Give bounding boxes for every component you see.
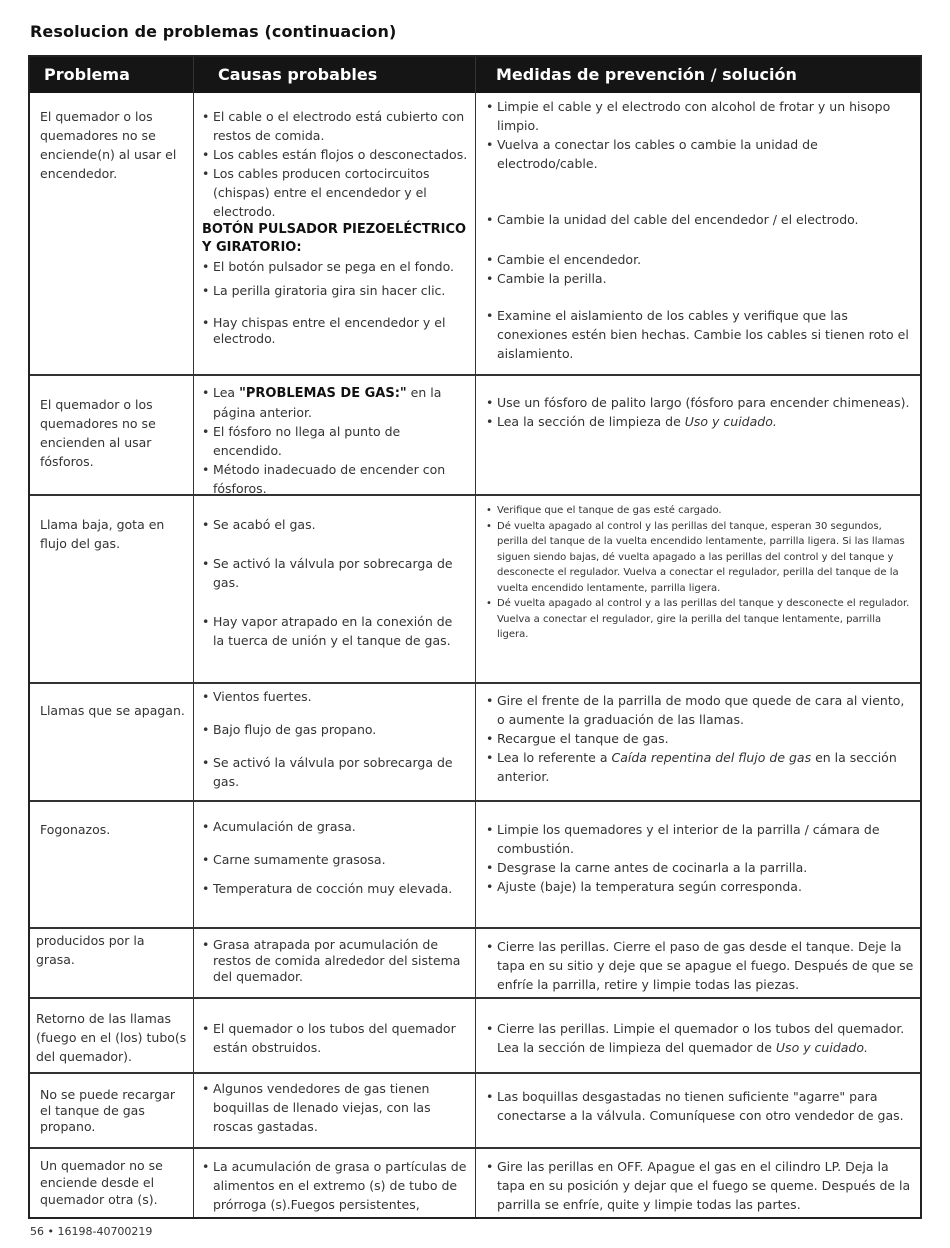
causes-cell [202,1079,472,1136]
problem-cell: Un quemador no se enciende desde el quemador otra (s). [40,1158,163,1207]
row-divider [30,682,920,684]
solutions-cell [486,1087,916,1125]
row-divider [30,1147,920,1149]
list-item: • Se activó la válvula por sobrecarga de gas. [202,753,467,791]
list-item: • Cambie la perilla. [486,269,914,288]
list-item: • El botón pulsador se pega en el fondo. [202,257,470,276]
list-item: • Limpie los quemadores y el interior de la parrilla / cámara de combustión. [486,820,914,858]
list-item: • Dé vuelta apagado al control y a las perillas del tanque y desconecte el regulador. Vuelva a conectar el regulador, gire la perilla del tanque lentamente, parrilla ligera. [486,596,914,643]
list-item: • Grasa atrapada por acumulación de restos de comida alrededor del sistema del quemador. [202,937,467,985]
row-divider [30,997,920,999]
list-item: • Las boquillas desgastadas no tienen suficiente "agarre" para conectarse a la válvula. Comuníquese con otro vendedor de gas. [486,1087,916,1125]
row-divider [30,800,920,802]
row-divider [30,374,920,376]
list-item: • Desgrase la carne antes de cocinarla a la parrilla. [486,858,914,877]
column-divider [475,57,476,1217]
list-item: • Hay chispas entre el encendedor y el electrodo. [202,315,470,347]
list-item: • Lea la sección de limpieza de Uso y cuidado. [486,412,914,431]
list-item: • El cable o el electrodo está cubierto con restos de comida. [202,107,470,145]
header-problem: Problema [44,65,130,84]
list-item: • Cierre las perillas. Limpie el quemador o los tubos del quemador. Lea la sección de limpieza del quemador de Uso y cuidado. [486,1019,916,1057]
causes-cell [202,1157,472,1214]
list-item: • Examine el aislamiento de los cables y verifique que las conexiones estén bien hechas. Cambie los cables si tienen roto el aislamiento. [486,306,914,363]
solutions-cell [486,1019,916,1057]
list-item: • Verifique que el tanque de gas esté cargado. [486,503,914,519]
row-divider [30,1072,920,1074]
causes-cell [202,515,467,650]
uso-cuidado-reference: Uso y cuidado. [684,414,777,429]
list-item: • Carne sumamente grasosa. [202,850,472,869]
list-item: • Se acabó el gas. [202,515,467,534]
list-item: • Gire las perillas en OFF. Apague el gas en el cilindro LP. Deja la tapa en su posición y dejar que el fuego se queme. Después de la parrilla se enfríe, quite y limpie todas las partes. [486,1157,916,1214]
row-divider [30,494,920,496]
header-causes: Causas probables [218,65,378,84]
uso-cuidado-reference: Uso y cuidado. [775,1040,868,1055]
list-item: • Use un fósforo de palito largo (fósforo para encender chimeneas). [486,393,914,412]
problem-cell: Fogonazos. [40,822,111,837]
causes-cell [202,687,467,791]
list-item: • Cambie la unidad del cable del encendedor / el electrodo. [486,210,914,229]
gas-problems-reference: "PROBLEMAS DE GAS:" [239,386,407,401]
list-item: • Ajuste (baje) la temperatura según corresponda. [486,877,914,896]
list-item: • Limpie el cable y el electrodo con alcohol de frotar y un hisopo limpio. [486,97,914,135]
page-footer: 56 • 16198-40700219 [30,1225,153,1238]
solutions-cell [486,97,914,363]
solutions-cell [486,937,916,994]
causes-cell [202,383,472,498]
list-item: • La acumulación de grasa o partículas de alimentos en el extremo (s) de tubo de prórroga (s).Fuegos persistentes, [202,1157,472,1214]
solutions-cell [486,393,914,431]
list-item: • Los cables están flojos o desconectados. [202,145,470,164]
list-item: • Lea "PROBLEMAS DE GAS:" en la página anterior. [202,383,472,422]
list-item: • Algunos vendedores de gas tienen boquillas de llenado viejas, con las roscas gastadas. [202,1079,472,1136]
solutions-cell [486,691,914,786]
caida-reference: Caída repentina del flujo de gas [611,750,812,765]
solutions-cell [486,503,914,643]
problem-cell: Llamas que se apagan. [40,703,185,718]
solutions-cell [486,820,914,896]
problem-cell: producidos por la grasa. [36,933,145,967]
list-item: • Método inadecuado de encender con fósforos. [202,460,472,498]
list-item: • El quemador o los tubos del quemador están obstruidos. [202,1019,470,1057]
list-item: • Cambie el encendedor. [486,250,914,269]
list-item: • Temperatura de cocción muy elevada. [202,879,472,898]
troubleshooting-table [28,55,922,1219]
list-item: • Lea lo referente a Caída repentina del flujo de gas en la sección anterior. [486,748,914,786]
problem-cell: El quemador o los quemadores no se encienden al usar fósforos. [40,397,156,469]
row-divider [30,927,920,929]
list-item: • Bajo flujo de gas propano. [202,720,467,739]
causes-cell [202,107,470,347]
problem-cell: Llama baja, gota en flujo del gas. [40,517,165,551]
list-item: • Gire el frente de la parrilla de modo que quede de cara al viento, o aumente la graduación de las llamas. [486,691,914,729]
solutions-cell [486,1157,916,1214]
list-item: • El fósforo no llega al punto de encendido. [202,422,472,460]
list-item: • Los cables producen cortocircuitos (chispas) entre el encendedor y el electrodo. [202,164,470,221]
causes-cell [202,817,472,898]
list-item: • Dé vuelta apagado al control y las perillas del tanque, esperan 30 segundos, perilla del tanque de la vuelta encendido lentamente, parrilla ligera. Si las llamas siguen siendo bajas, dé vuelta apagado a las perillas del control y del tanque y desconecte el regulador. Vuelva a conectar el regulador, perilla del tanque de la vuelta encendido lentamente, parrilla ligera. [486,519,914,597]
problem-cell: Retorno de las llamas (fuego en el (los) tubo(s del quemador). [36,1011,187,1064]
list-item: • La perilla giratoria gira sin hacer clic. [202,281,470,300]
list-item: • Vientos fuertes. [202,687,467,706]
problem-cell: No se puede recargar el tanque de gas propano. [40,1087,176,1134]
causes-cell [202,937,467,985]
list-item: • Se activó la válvula por sobrecarga de gas. [202,554,467,592]
list-item: • Cierre las perillas. Cierre el paso de gas desde el tanque. Deje la tapa en su sitio y deje que se apague el fuego. Después de que se enfríe la parrilla, retire y limpie todas las piezas. [486,937,916,994]
page-title: Resolucion de problemas (continuacion) [30,22,397,41]
header-solutions: Medidas de prevención / solución [496,65,797,84]
causes-cell [202,1019,470,1057]
list-item: • Vuelva a conectar los cables o cambie la unidad de electrodo/cable. [486,135,914,173]
list-item: • Hay vapor atrapado en la conexión de la tuerca de unión y el tanque de gas. [202,612,467,650]
problem-cell: El quemador o los quemadores no se enciende(n) al usar el encendedor. [40,109,177,181]
list-item: • Acumulación de grasa. [202,817,472,836]
causes-subheading: BOTÓN PULSADOR PIEZOELÉCTRICO Y GIRATORIO: [202,222,467,255]
list-item: • Recargue el tanque de gas. [486,729,914,748]
